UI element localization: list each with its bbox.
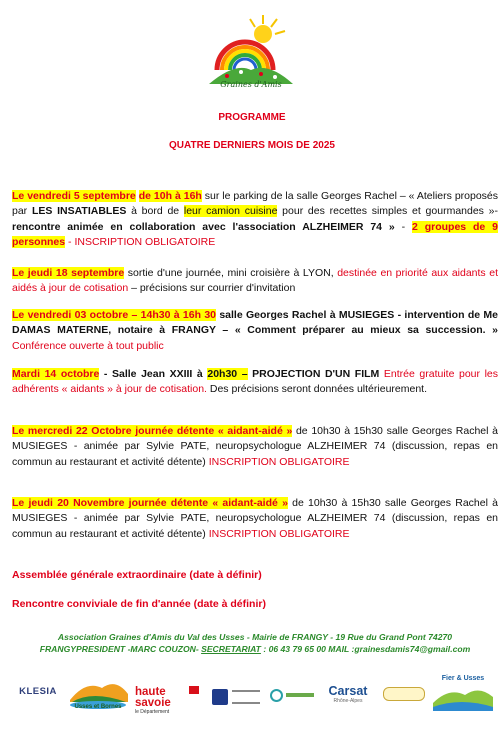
event-text: - (394, 220, 412, 233)
event-highlight: leur camion cuisine (183, 205, 278, 218)
logo-text: Graines d'Amis (220, 80, 282, 89)
event-registration: INSCRIPTION OBLIGATOIRE (208, 455, 350, 468)
event-20-novembre (12, 496, 498, 542)
haute-savoie-label: haute savoie (135, 686, 171, 709)
footer-secretariat: SECRETARIAT (201, 644, 261, 654)
event-date: Le vendredi 5 septembre (12, 190, 136, 202)
event-registration: - INSCRIPTION OBLIGATOIRE (65, 235, 216, 248)
partner-4-line (286, 693, 314, 697)
partner-4-icon (270, 689, 283, 702)
event-registration: INSCRIPTION OBLIGATOIRE (208, 527, 350, 540)
event-22-octobre (12, 424, 498, 470)
event-text: PROJECTION D'UN FILM (247, 368, 384, 380)
usses-bornes-logo (66, 674, 130, 710)
usses-bornes-label: Usses et Bornes (74, 704, 122, 710)
event-date: Le jeudi 18 septembre (12, 267, 125, 279)
event-time: de 10h à 16h (138, 190, 202, 202)
event-text: de 10h30 à 15h30 salle Georges Rachel à MUSIEGES - animée par Sylvie PATE, neuropsychologue ALZHEIMER 74 (discussion, repas en commun au restaurant et activité détente) (12, 425, 498, 468)
event-date: Le jeudi 20 Novembre journée détente « aidant-aidé » (12, 497, 288, 509)
event-18-septembre (12, 266, 498, 297)
partner-logo-3 (210, 686, 262, 708)
footer-contact (12, 643, 498, 655)
footer-phone-mail: : 06 43 79 65 00 MAIL :grainesdamis74@gmail.com (260, 644, 471, 654)
carsat-sub: Rhône-Alpes (333, 697, 363, 704)
event-text: sur le parking de la salle Georges Rachel – (201, 190, 406, 202)
event-text: à bord de (126, 205, 184, 218)
event-03-octobre (12, 308, 498, 354)
assemblee-generale: Assemblée générale extraordinaire (date à définir) (12, 569, 262, 581)
event-text: sortie d'une journée, mini croisière à LYON, (124, 267, 338, 279)
rencontre-conviviale: Rencontre conviviale de fin d'année (date à définir) (12, 598, 266, 610)
programme-title: PROGRAMME (218, 112, 286, 123)
partner-logo-4 (270, 688, 314, 702)
event-partner: LES INSATIABLES (31, 205, 127, 218)
partner-6-badge (383, 687, 425, 701)
event-priority: destinée en priorité aux aidants et aidés à jour de cotisation (12, 267, 498, 295)
event-14-octobre (12, 367, 498, 398)
partner-3-lines (232, 690, 260, 704)
fier-usses-landscape-icon (431, 683, 495, 711)
partner-3-icon (212, 689, 228, 705)
event-text: Des précisions seront données ultérieurement. (206, 383, 428, 396)
event-groups: 2 groupes de 9 personnes (12, 220, 498, 248)
event-text: de 10h30 à 15h30 salle Georges Rachel à MUSIEGES - animée par Sylvie PATE, neuropsychologue ALZHEIMER 74 (discussion, repas en commun au restaurant et activité détente) (12, 497, 498, 540)
event-text: salle Georges Rachel à MUSIEGES - intervention de Me DAMAS MATERNE, notaire à FRANGY – « Comment préparer au mieux sa succession. » (12, 309, 498, 337)
event-5-septembre (12, 189, 498, 250)
carsat-label: Carsat (328, 683, 368, 698)
event-audience: Conférence ouverte à tout public (12, 339, 164, 352)
event-date: Le vendredi 03 octobre – 14h30 à 16h 30 (12, 309, 217, 321)
fier-usses-label: Fier & Usses (441, 674, 485, 682)
footer-address: Association Graines d'Amis du Val des Usses - Mairie de FRANGY - 19 Rue du Grand Pont 74270 (57, 632, 453, 642)
association-logo (205, 14, 297, 94)
event-access: Entrée gratuite pour les adhérents « aidants » à jour de cotisation. (12, 368, 499, 396)
event-text: pour des recettes simples et gourmandes »- (277, 205, 499, 218)
event-text: - Salle Jean XXIII à (99, 368, 208, 380)
flag-icon (189, 686, 199, 694)
event-text: rencontre animée en collaboration avec l'association ALZHEIMER 74 » (12, 220, 395, 233)
event-text: – précisions sur courrier d'invitation (128, 282, 296, 295)
fier-usses-logo (430, 672, 496, 712)
haute-savoie-logo (135, 684, 201, 718)
event-text: « Ateliers proposés par (12, 190, 499, 218)
klesia-logo: KLESIA (19, 686, 57, 698)
carsat-logo (318, 682, 378, 706)
event-time: 20h30 – (207, 368, 248, 380)
programme-subtitle: QUATRE DERNIERS MOIS DE 2025 (169, 140, 335, 151)
partner-logo-6 (382, 687, 426, 701)
event-date: Mardi 14 octobre (12, 368, 100, 380)
haute-savoie-sub: le Département (135, 709, 170, 715)
footer-president: FRANGYPRESIDENT -MARC COUZON- (39, 644, 202, 654)
event-date: Le mercredi 22 Octobre journée détente « aidant-aidé » (12, 425, 293, 437)
